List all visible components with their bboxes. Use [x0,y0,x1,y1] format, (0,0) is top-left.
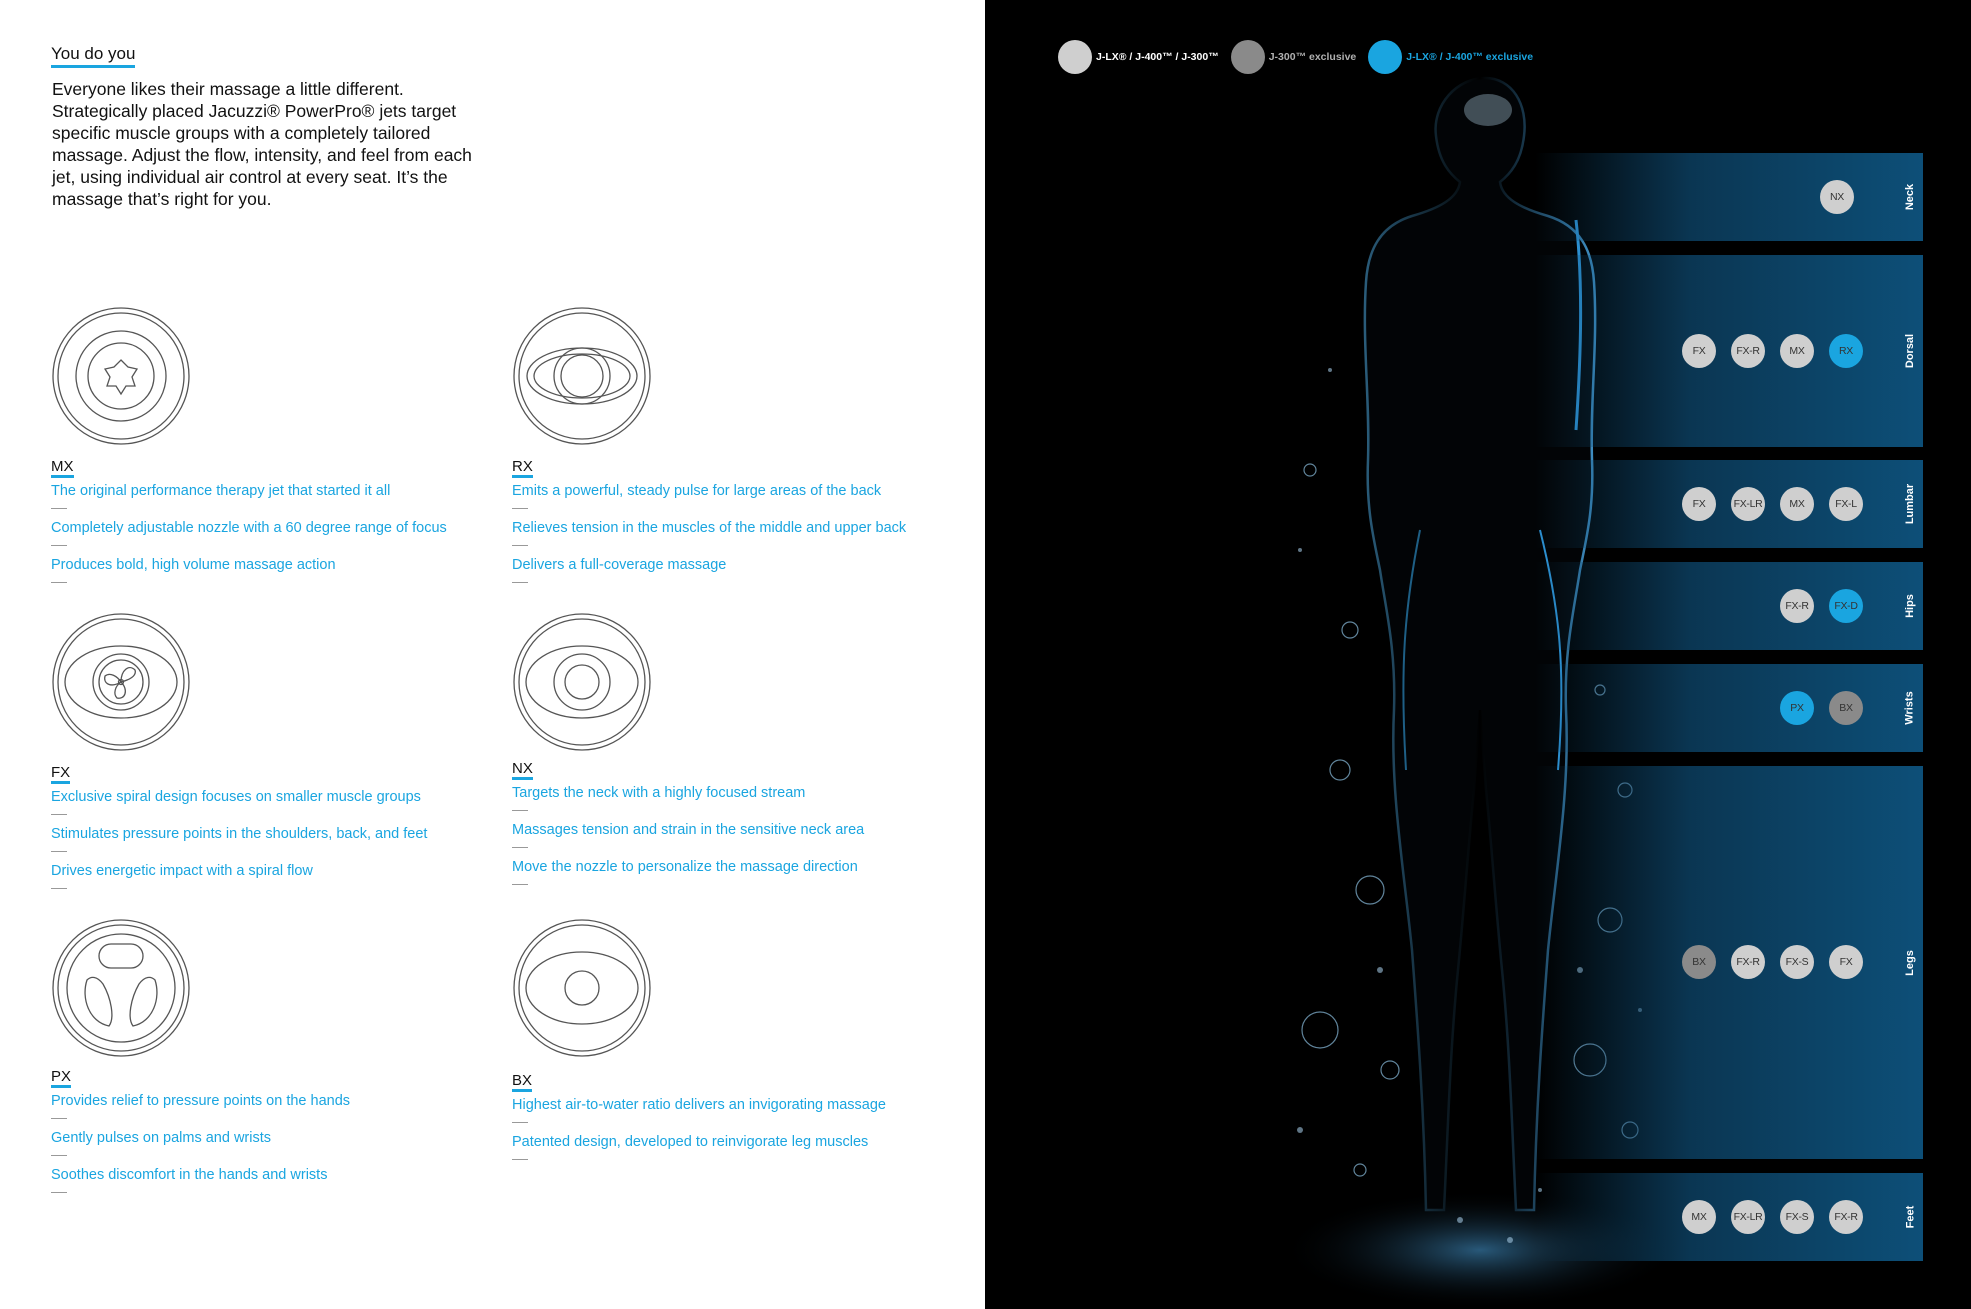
jet-badge: FX-R [1731,945,1765,979]
jet-badge: FX-S [1780,945,1814,979]
jet-badge: FX [1682,487,1716,521]
jet-code: MX [51,458,74,475]
zone-wrists [1535,664,1923,752]
jet-code: PX [51,1068,72,1085]
divider [51,1155,67,1156]
jet-badge: FX [1682,334,1716,368]
jet-feature: Completely adjustable nozzle with a 60 degree range of focus [51,520,447,536]
divider [51,888,67,889]
jet-badge: MX [1780,487,1814,521]
jet-badge: FX [1829,945,1863,979]
jet-feature: Soothes discomfort in the hands and wrists [51,1167,328,1183]
mx-jet-icon [51,306,191,446]
jet-badge: RX [1829,334,1863,368]
jet-badge: FX-S [1780,1200,1814,1234]
jet-feature: Highest air-to-water ratio delivers an invigorating massage [512,1097,886,1113]
fx-jet-icon [51,612,191,752]
divider [51,851,67,852]
divider [512,810,528,811]
jet-feature: Stimulates pressure points in the shoulders, back, and feet [51,826,428,842]
section-title: You do you [51,44,136,63]
jet-badge: FX-R [1731,334,1765,368]
jet-badge: FX-L [1829,487,1863,521]
jet-feature: Targets the neck with a highly focused stream [512,785,806,801]
jet-feature: Patented design, developed to reinvigorate leg muscles [512,1134,869,1150]
zone-label: Neck [1904,183,1917,211]
jet-badge: NX [1820,180,1854,214]
jet-badge: BX [1682,945,1716,979]
zone-neck [1535,153,1923,241]
divider [51,582,67,583]
divider [512,1122,528,1123]
divider [51,508,67,509]
zone-label: Dorsal [1904,333,1916,369]
zone-lumbar [1535,460,1923,548]
jet-badge: PX [1780,691,1814,725]
jet-code: NX [512,760,533,777]
intro-paragraph: Everyone likes their massage a little different. Strategically placed Jacuzzi® PowerPro® jets target specific muscle groups with a completely tailored massage. Adjust the flow, intensity, and feel from each jet, using individual air control at every seat. It’s the massage that’s right for you. [52,79,472,209]
jet-badge: FX-D [1829,589,1863,623]
jet-feature: Gently pulses on palms and wrists [51,1130,272,1146]
jet-badge: MX [1682,1200,1716,1234]
jet-code: BX [512,1072,533,1089]
divider [51,1192,67,1193]
legend-swatch-j300 [1231,40,1265,74]
zone-label: Lumbar [1904,483,1916,525]
zone-legs [1535,766,1923,1159]
jet-feature: Emits a powerful, steady pulse for large areas of the back [512,483,882,499]
jet-feature: Massages tension and strain in the sensitive neck area [512,822,865,838]
zone-label: Wrists [1904,691,1917,725]
jet-feature: Relieves tension in the muscles of the middle and upper back [512,520,907,536]
divider [51,1118,67,1119]
legend-label: J-LX® / J-400™ / J-300™ [1096,51,1219,63]
divider [512,582,528,583]
jet-badge: FX-R [1780,589,1814,623]
left-page [0,0,985,1309]
jet-feature: Drives energetic impact with a spiral flow [51,863,313,879]
jet-feature: Move the nozzle to personalize the massage direction [512,859,858,875]
divider [51,814,67,815]
jet-badge: FX-LR [1731,1200,1765,1234]
jet-badge: FX-LR [1731,487,1765,521]
jet-feature: Exclusive spiral design focuses on smaller muscle groups [51,789,421,805]
jet-badge: MX [1780,334,1814,368]
zone-hips [1535,562,1923,650]
zone-dorsal [1535,255,1923,447]
jet-feature: Delivers a full-coverage massage [512,557,727,573]
bx-jet-icon [512,918,652,1058]
legend [1058,40,1545,74]
jet-badge: BX [1829,691,1863,725]
jet-badge: FX-R [1829,1200,1863,1234]
nx-jet-icon [512,612,652,752]
divider [512,884,528,885]
zone-label: Feet [1904,1205,1916,1229]
px-jet-icon [51,918,191,1058]
legend-label: J-LX® / J-400™ exclusive [1406,51,1534,63]
jet-code: FX [51,764,71,781]
divider [51,545,67,546]
legend-swatch-exclusive [1368,40,1402,74]
zone-feet [1535,1173,1923,1261]
jet-code: RX [512,458,533,475]
divider [512,1159,528,1160]
rx-jet-icon [512,306,652,446]
legend-label: J-300™ exclusive [1268,51,1357,63]
zone-label: Legs [1904,949,1916,976]
divider [512,847,528,848]
jet-feature: The original performance therapy jet that started it all [51,483,391,499]
jet-feature: Produces bold, high volume massage action [51,557,336,573]
legend-swatch-standard [1058,40,1092,74]
zone-label: Hips [1904,594,1916,618]
divider [512,508,528,509]
jet-feature: Provides relief to pressure points on the hands [51,1093,351,1109]
divider [512,545,528,546]
